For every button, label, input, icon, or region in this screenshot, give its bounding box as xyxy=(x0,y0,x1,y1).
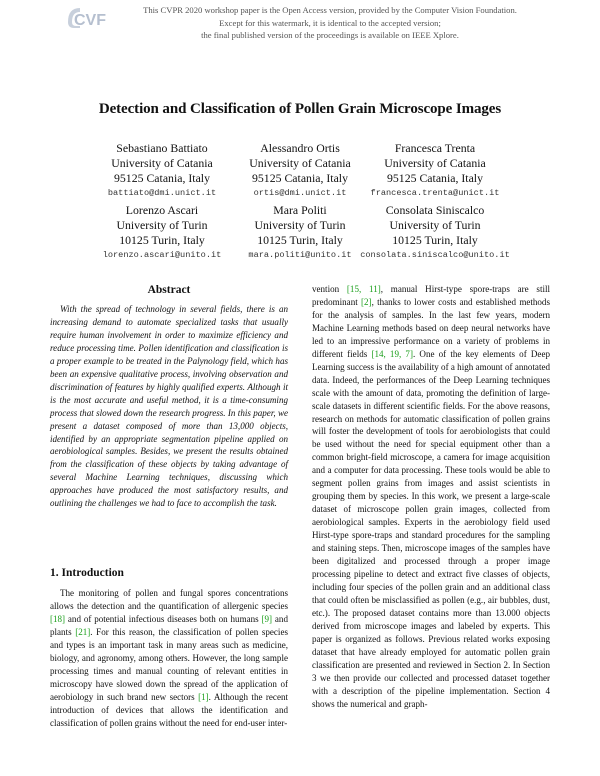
abstract-body xyxy=(50,303,288,510)
author-name: Lorenzo Ascari xyxy=(125,203,199,217)
author-email[interactable]: consolata.siniscalco@unito.it xyxy=(360,250,510,260)
citation-link[interactable]: [15, 11] xyxy=(346,284,381,294)
author-affiliation: University of Turin xyxy=(389,218,481,232)
author-name: Consolata Siniscalco xyxy=(385,203,485,217)
citation-link[interactable]: [14, 19, 7] xyxy=(371,348,413,359)
body-text: . Although the recent introduction of devices that allows the identification and classification of pollen grains without the need for end-user inter- xyxy=(50,691,288,728)
author-name: Sebastiano Battiato xyxy=(116,141,208,155)
citation-link[interactable]: [18] xyxy=(50,613,66,624)
cvf-logo-text: CVF xyxy=(74,12,106,29)
body-text: . For this reason, the classification of pollen species and types is an important task in many areas such as medicine, biology, and agronomy, among others. However, the long sample processing times and manual counting of relevant entities in microscopy have slowed down the spread of the application of aerobiology in such brand new sectors xyxy=(50,626,288,702)
cvf-logo xyxy=(66,4,106,30)
author-name: Mara Politi xyxy=(273,203,327,217)
author-name: Francesca Trenta xyxy=(394,141,476,155)
introduction-left-column xyxy=(50,587,288,729)
author-affiliation: University of Catania xyxy=(249,156,351,170)
introduction-heading: 1. Introduction xyxy=(50,567,124,579)
body-text: , thanks to lower costs and established methods for the analysis of samples. In the last few years, modern Machine Learning methods based on deep neural networks have led to an impressive performance on a variety of problems in different fields xyxy=(312,296,550,359)
paper-title: Detection and Classification of Pollen Grain Microscope Images xyxy=(98,101,502,117)
author-affiliation: University of Turin xyxy=(116,218,208,232)
author-email[interactable]: lorenzo.ascari@unito.it xyxy=(102,250,222,260)
open-access-watermark xyxy=(110,4,550,42)
author-location: 95125 Catania, Italy xyxy=(252,171,348,185)
author-affiliation: University of Catania xyxy=(111,156,213,170)
author-email[interactable]: mara.politi@unito.it xyxy=(248,250,352,260)
body-text: The monitoring of pollen and fungal spores concentrations allows the detection and the quantification of allergenic species xyxy=(50,588,288,611)
introduction-paragraph xyxy=(50,587,288,729)
author-location: 95125 Catania, Italy xyxy=(387,171,483,185)
body-text: , manual Hirst-type spore-traps are still predominant xyxy=(312,284,550,307)
body-text: and plants xyxy=(50,613,288,637)
author-name: Alessandro Ortis xyxy=(260,141,340,155)
author-location: 10125 Turin, Italy xyxy=(257,233,343,247)
citation-link[interactable]: [2] xyxy=(361,296,372,307)
introduction-paragraph-continued xyxy=(312,283,550,710)
abstract-text: With the spread of technology in several fields, there is an increasing demand to automate specialized tasks that usually require human involvement in order to maximize efficiency and reduce processing time. Pollen identification and classification is a proper example to be treated in the Palynology field, which has been an expensive qualitative process, involving observation and discrimination of features by highly qualified experts. Although it is the most accurate and useful method, it is a time-consuming process that slowed down the research progress. In this paper, we present a dataset composed of more than 13,000 objects, identified by an appropriate segmentation pipeline applied on aerobiological samples. Besides, we present the results obtained from the classification of these objects by taking advantage of several Machine Learning techniques, discussing which approaches have produced the most satisfactory results, and outlining the challenges we had to face to accomplish the task. xyxy=(50,304,288,509)
author-email[interactable]: battiato@dmi.unict.it xyxy=(107,188,217,198)
watermark-line: This CVPR 2020 workshop paper is the Open Access version, provided by the Computer Vision Foundation. xyxy=(143,5,517,15)
citation-link[interactable]: [9] xyxy=(261,613,273,624)
author-location: 10125 Turin, Italy xyxy=(392,233,478,247)
body-text: vention xyxy=(312,284,347,294)
author-affiliation: University of Catania xyxy=(384,156,486,170)
author-location: 10125 Turin, Italy xyxy=(119,233,205,247)
watermark-line: Except for this watermark, it is identical to the accepted version; xyxy=(219,17,441,28)
author-block xyxy=(345,203,525,263)
watermark-line: the final published version of the proceedings is available on IEEE Xplore. xyxy=(201,30,459,40)
author-block xyxy=(345,141,525,201)
author-location: 95125 Catania, Italy xyxy=(114,171,210,185)
author-affiliation: University of Turin xyxy=(254,218,346,232)
author-email[interactable]: francesca.trenta@unict.it xyxy=(370,188,500,198)
citation-link[interactable]: [21] xyxy=(75,626,91,637)
introduction-right-column xyxy=(312,283,550,710)
citation-link[interactable]: [1] xyxy=(198,691,209,702)
body-text: . One of the key elements of Deep Learning success is the availability of a high amount of annotated data. Indeed, the performances of the Deep Learning techniques scale with the amount of data, promoting the definition of large-scale datasets in different scientific fields. For the above reasons, research on methods for automatic classification of pollen grains will foster the development of tools for aerobiologists that could be used without the need for special equipment other than a common bright-field microscope, a camera for image acquisition and a computer for data processing. These tools would be able to segment pollen grains from images and assist scientists in grouping them by species. In this work, we present a large-scale dataset of microscope pollen grain images, collected from aerobiological samples. Experts in the aerobiology field used Hirst-type spore-traps and standard procedures for the sampling and staining steps. Then, microscope images of the samples have been digitalized and processed through a proper image processing pipeline to detect and extract five classes of objects, including four species of the pollen grain and an additional class that could often be misclassified as pollen (e.g., air bubbles, dust, etc.). The proposed dataset contains more than 13.000 objects derived from microscope images and labeled by experts. This paper is organized as follows. Previous related works exposing dataset that have already employed for automatic pollen grain classification are presented and reviewed in Section 2. In Section 3 we then provide our collected and processed dataset together with a description of the pipeline implementation. Section 4 shows the numerical and graph- xyxy=(312,348,550,709)
abstract-heading: Abstract xyxy=(147,284,191,296)
body-text: and of potential infectious diseases both on humans xyxy=(65,613,262,624)
author-email[interactable]: ortis@dmi.unict.it xyxy=(253,188,347,198)
